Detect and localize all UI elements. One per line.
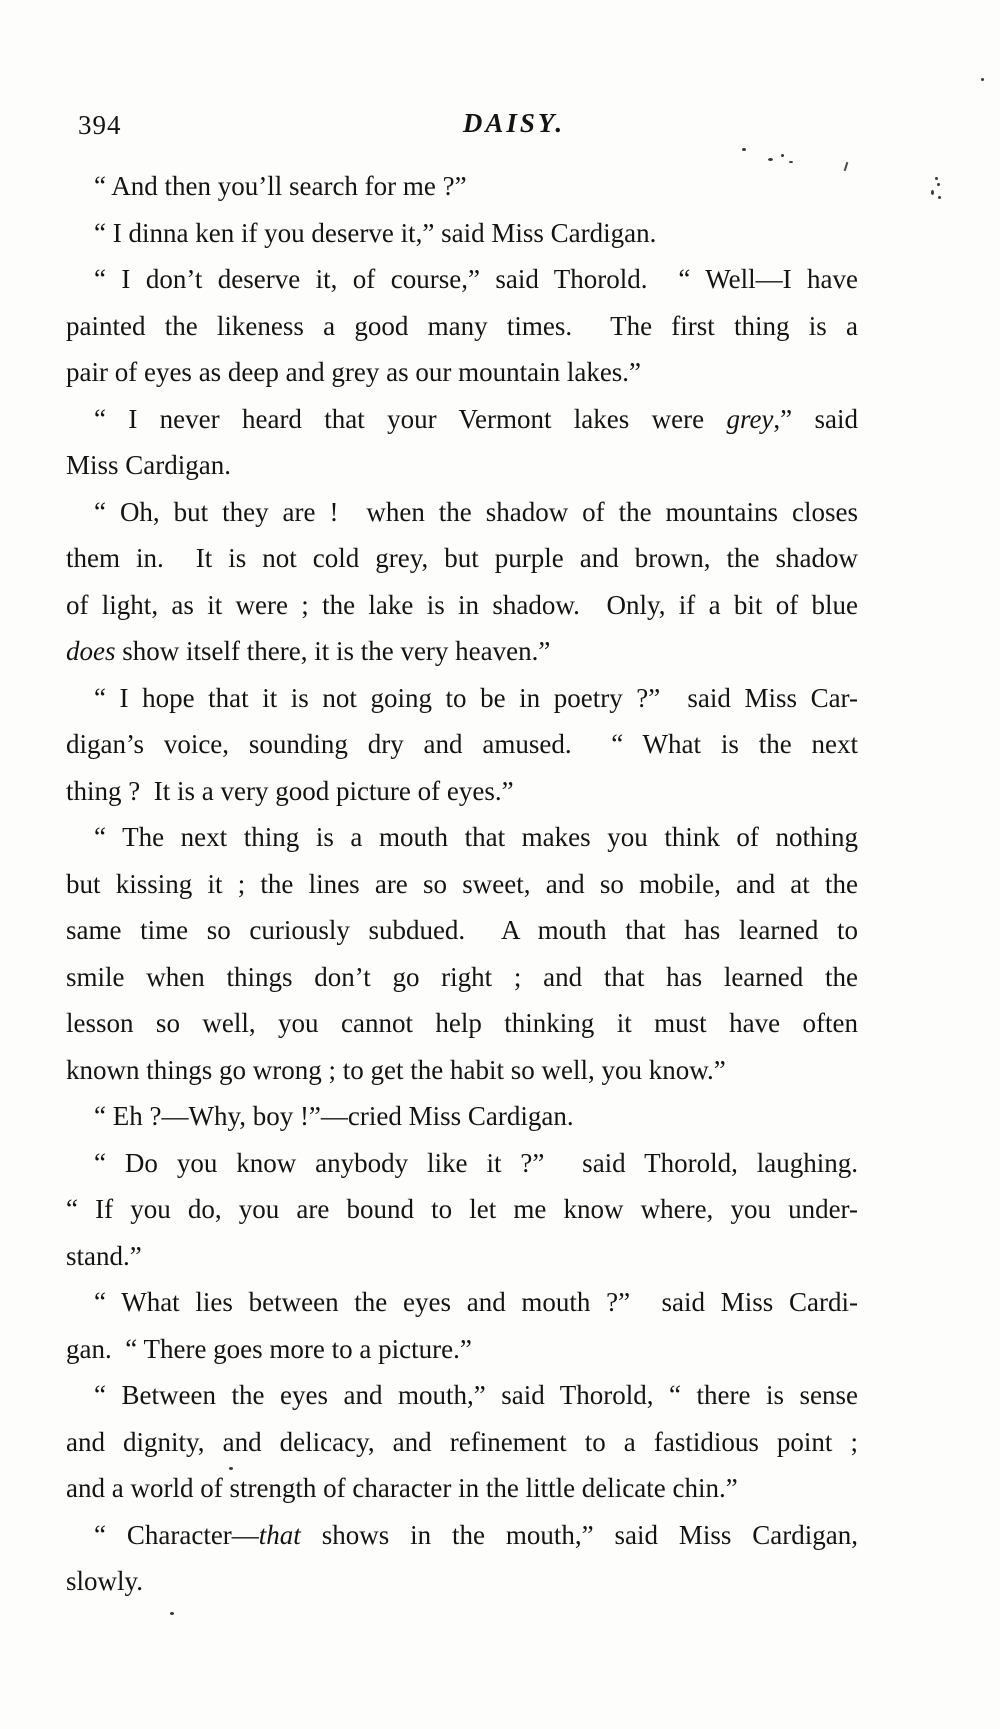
text-line: “ And then you’ll search for me ?” <box>94 171 467 201</box>
text-line: slowly. <box>66 1566 144 1596</box>
text-line: painted the likeness a good many times. The first thing is a <box>66 310 858 341</box>
text-line: Miss Cardigan. <box>66 450 231 480</box>
scan-artifact <box>229 1467 233 1470</box>
scan-artifact <box>170 1612 174 1615</box>
paragraph <box>66 396 858 489</box>
text-line: digan’s voice, sounding dry and amused. “ What is the next <box>66 729 858 759</box>
scan-artifact <box>789 161 793 163</box>
text-line: does show itself there, it is the very heaven.” <box>66 636 551 666</box>
text-line: known things go wrong ; to get the habit so well, you know.” <box>66 1054 726 1085</box>
text-line: “ I don’t deserve it, of course,” said Thorold. “ Well—I have <box>94 264 858 294</box>
text-line: “ Eh ?—Why, boy !”—cried Miss Cardigan. <box>94 1101 574 1131</box>
scan-artifact <box>935 177 938 180</box>
text-line: “ Oh, but they are ! when the shadow of the mountains closes <box>94 496 858 527</box>
paragraph <box>66 256 858 396</box>
running-title: DAISY. <box>462 108 566 138</box>
text-line: but kissing it ; the lines are so sweet, and so mobile, and at the <box>66 868 858 899</box>
paragraph <box>66 814 858 1093</box>
text-line: lesson so well, you cannot help thinking it must have often <box>66 1008 858 1038</box>
text-line: smile when things don’t go right ; and that has learned the <box>66 961 858 992</box>
paragraph <box>66 489 858 675</box>
text-line: “ What lies between the eyes and mouth ?” said Miss Cardi- <box>94 1287 858 1317</box>
scan-artifact <box>937 183 940 186</box>
text-line: “ Character—that shows in the mouth,” said Miss Cardigan, <box>94 1519 858 1550</box>
text-line: pair of eyes as deep and grey as our mountain lakes.” <box>66 357 642 387</box>
scan-artifact <box>781 154 784 157</box>
text-line: stand.” <box>66 1240 142 1271</box>
paragraph <box>66 163 858 210</box>
paragraph <box>66 675 858 815</box>
scan-artifact <box>938 196 941 199</box>
scan-artifact <box>768 158 773 161</box>
paragraph <box>66 1093 858 1140</box>
text-line: same time so curiously subdued. A mouth that has learned to <box>66 915 858 945</box>
text-line: “ If you do, you are bound to let me know where, you under- <box>66 1194 858 1224</box>
text-line: “ Between the eyes and mouth,” said Thorold, “ there is sense <box>94 1380 858 1410</box>
text-line: “ Do you know anybody like it ?” said Thorold, laughing. <box>94 1147 858 1178</box>
text-line: thing ? It is a very good picture of eyes.” <box>66 775 514 806</box>
paragraph <box>66 1140 858 1280</box>
text-line: gan. “ There goes more to a picture.” <box>66 1333 472 1364</box>
scan-artifact <box>931 190 934 195</box>
running-head <box>0 108 1000 148</box>
text-line: “ I dinna ken if you deserve it,” said Miss Cardigan. <box>94 217 657 248</box>
paragraph <box>66 1279 858 1372</box>
text-line: and dignity, and delicacy, and refinement to a fastidious point ; <box>66 1426 858 1457</box>
scan-artifact <box>742 148 746 151</box>
page-text <box>66 163 858 1605</box>
paragraph <box>66 1512 858 1605</box>
text-line: them in. It is not cold grey, but purple and brown, the shadow <box>66 543 858 573</box>
text-line: “ I never heard that your Vermont lakes were grey,” said <box>94 403 858 434</box>
text-line: and a world of strength of character in the little delicate chin.” <box>66 1473 738 1503</box>
page-number: 394 <box>78 110 122 140</box>
paragraph <box>66 1372 858 1512</box>
text-line: of light, as it were ; the lake is in shadow. Only, if a bit of blue <box>66 589 858 620</box>
text-line: “ The next thing is a mouth that makes you think of nothing <box>94 822 858 852</box>
text-line: “ I hope that it is not going to be in poetry ?” said Miss Car- <box>94 682 858 713</box>
paragraph <box>66 210 858 257</box>
scan-artifact <box>981 78 984 81</box>
